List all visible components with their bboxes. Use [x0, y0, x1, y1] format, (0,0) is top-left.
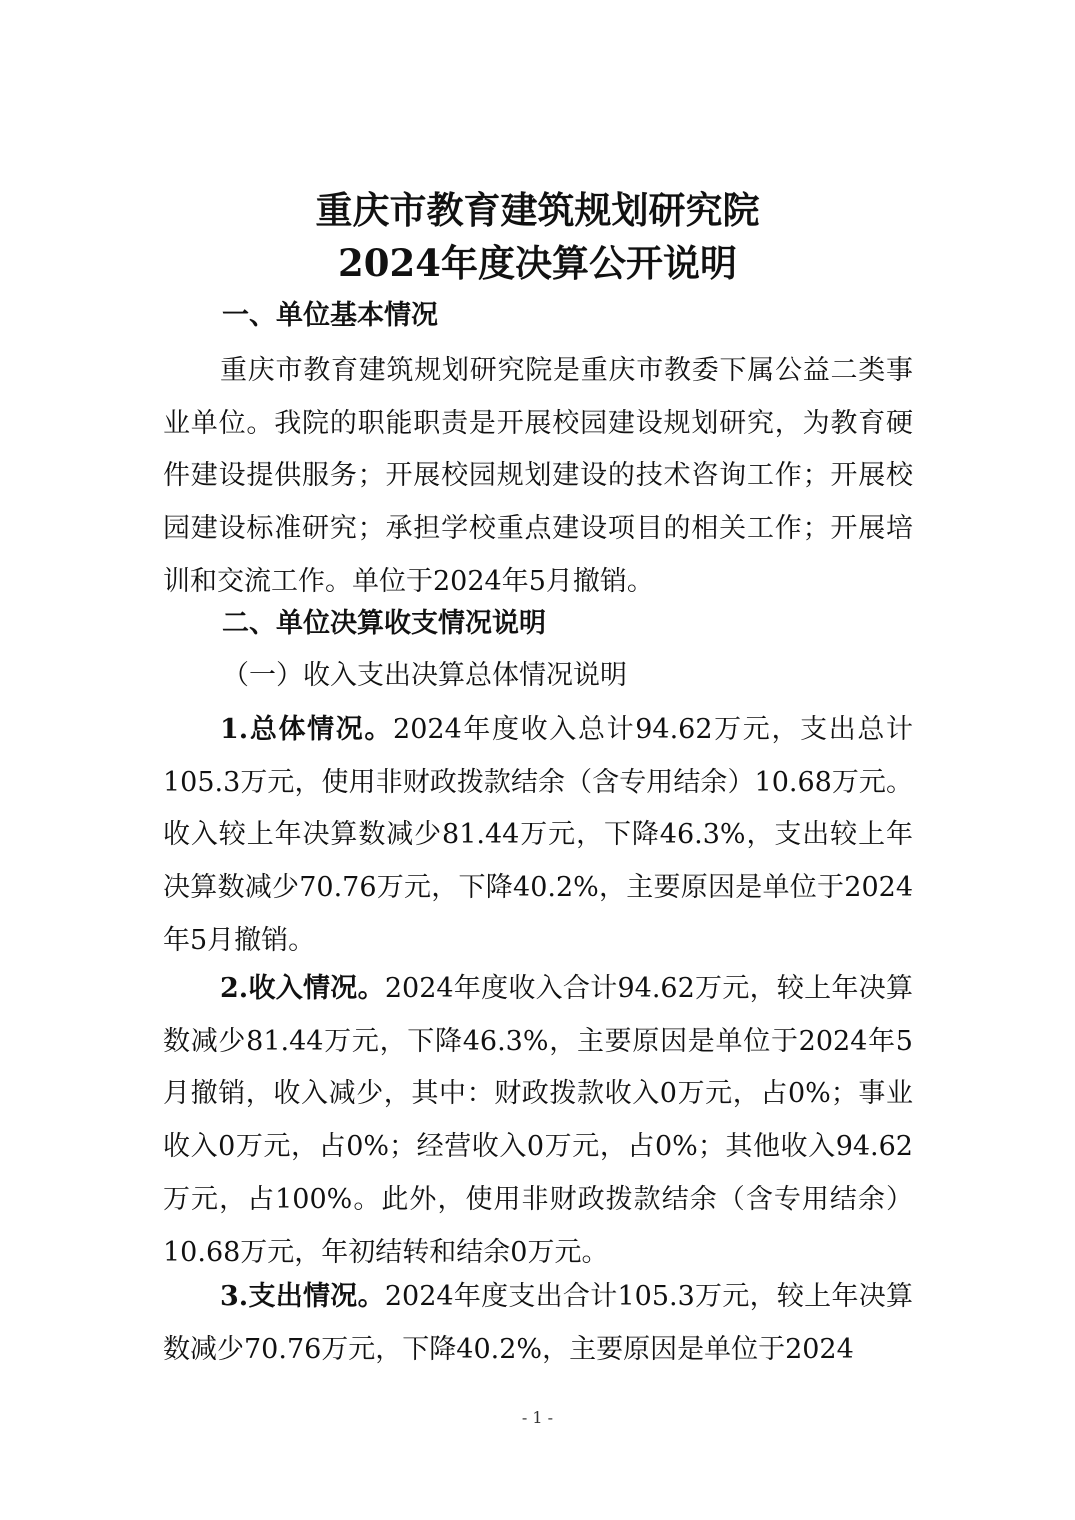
page-number: - 1 - — [521, 1408, 554, 1427]
expenditure-paragraph — [163, 1271, 913, 1376]
income-paragraph — [163, 963, 913, 1279]
document-title-line2: 2024年度决算公开说明 — [338, 241, 737, 285]
overall-situation-paragraph — [163, 704, 913, 968]
income-lead: 2.收入情况。 — [220, 973, 385, 1004]
expenditure-text: 2024年度支出合计105.3万元，较上年决算数减少70.76万元，下降40.2%，主要原因是单位于2024 — [163, 1281, 913, 1365]
document-title-line1: 重庆市教育建筑规划研究院 — [315, 188, 760, 232]
section2-subheading: （一）收入支出决算总体情况说明 — [222, 660, 627, 691]
income-text: 2024年度收入合计94.62万元，较上年决算数减少81.44万元，下降46.3%，主要原因是单位于2024年5月撤销，收入减少，其中：财政拨款收入0万元，占0%；事业收入0万元，占0%；经营收入0万元，占0%；其他收入94.62万元，占100%。此外，使用非财政拨款结余（含专用结余）10.68万元，年初结转和结余0万元。 — [163, 973, 913, 1268]
section2-heading: 二、单位决算收支情况说明 — [222, 608, 546, 639]
overall-situation-lead: 1.总体情况。 — [220, 714, 394, 745]
expenditure-lead: 3.支出情况。 — [220, 1281, 385, 1312]
section1-heading: 一、单位基本情况 — [222, 300, 438, 331]
overall-situation-text: 2024年度收入总计94.62万元，支出总计105.3万元，使用非财政拨款结余（含专用结余）10.68万元。收入较上年决算数减少81.44万元，下降46.3%，支出较上年决算数减少70.76万元，下降40.2%，主要原因是单位于2024年5月撤销。 — [163, 714, 913, 956]
section1-paragraph: 重庆市教育建筑规划研究院是重庆市教委下属公益二类事业单位。我院的职能职责是开展校园建设规划研究，为教育硬件建设提供服务；开展校园规划建设的技术咨询工作；开展校园建设标准研究；承担学校重点建设项目的相关工作；开展培训和交流工作。单位于2024年5月撤销。 — [163, 355, 913, 597]
